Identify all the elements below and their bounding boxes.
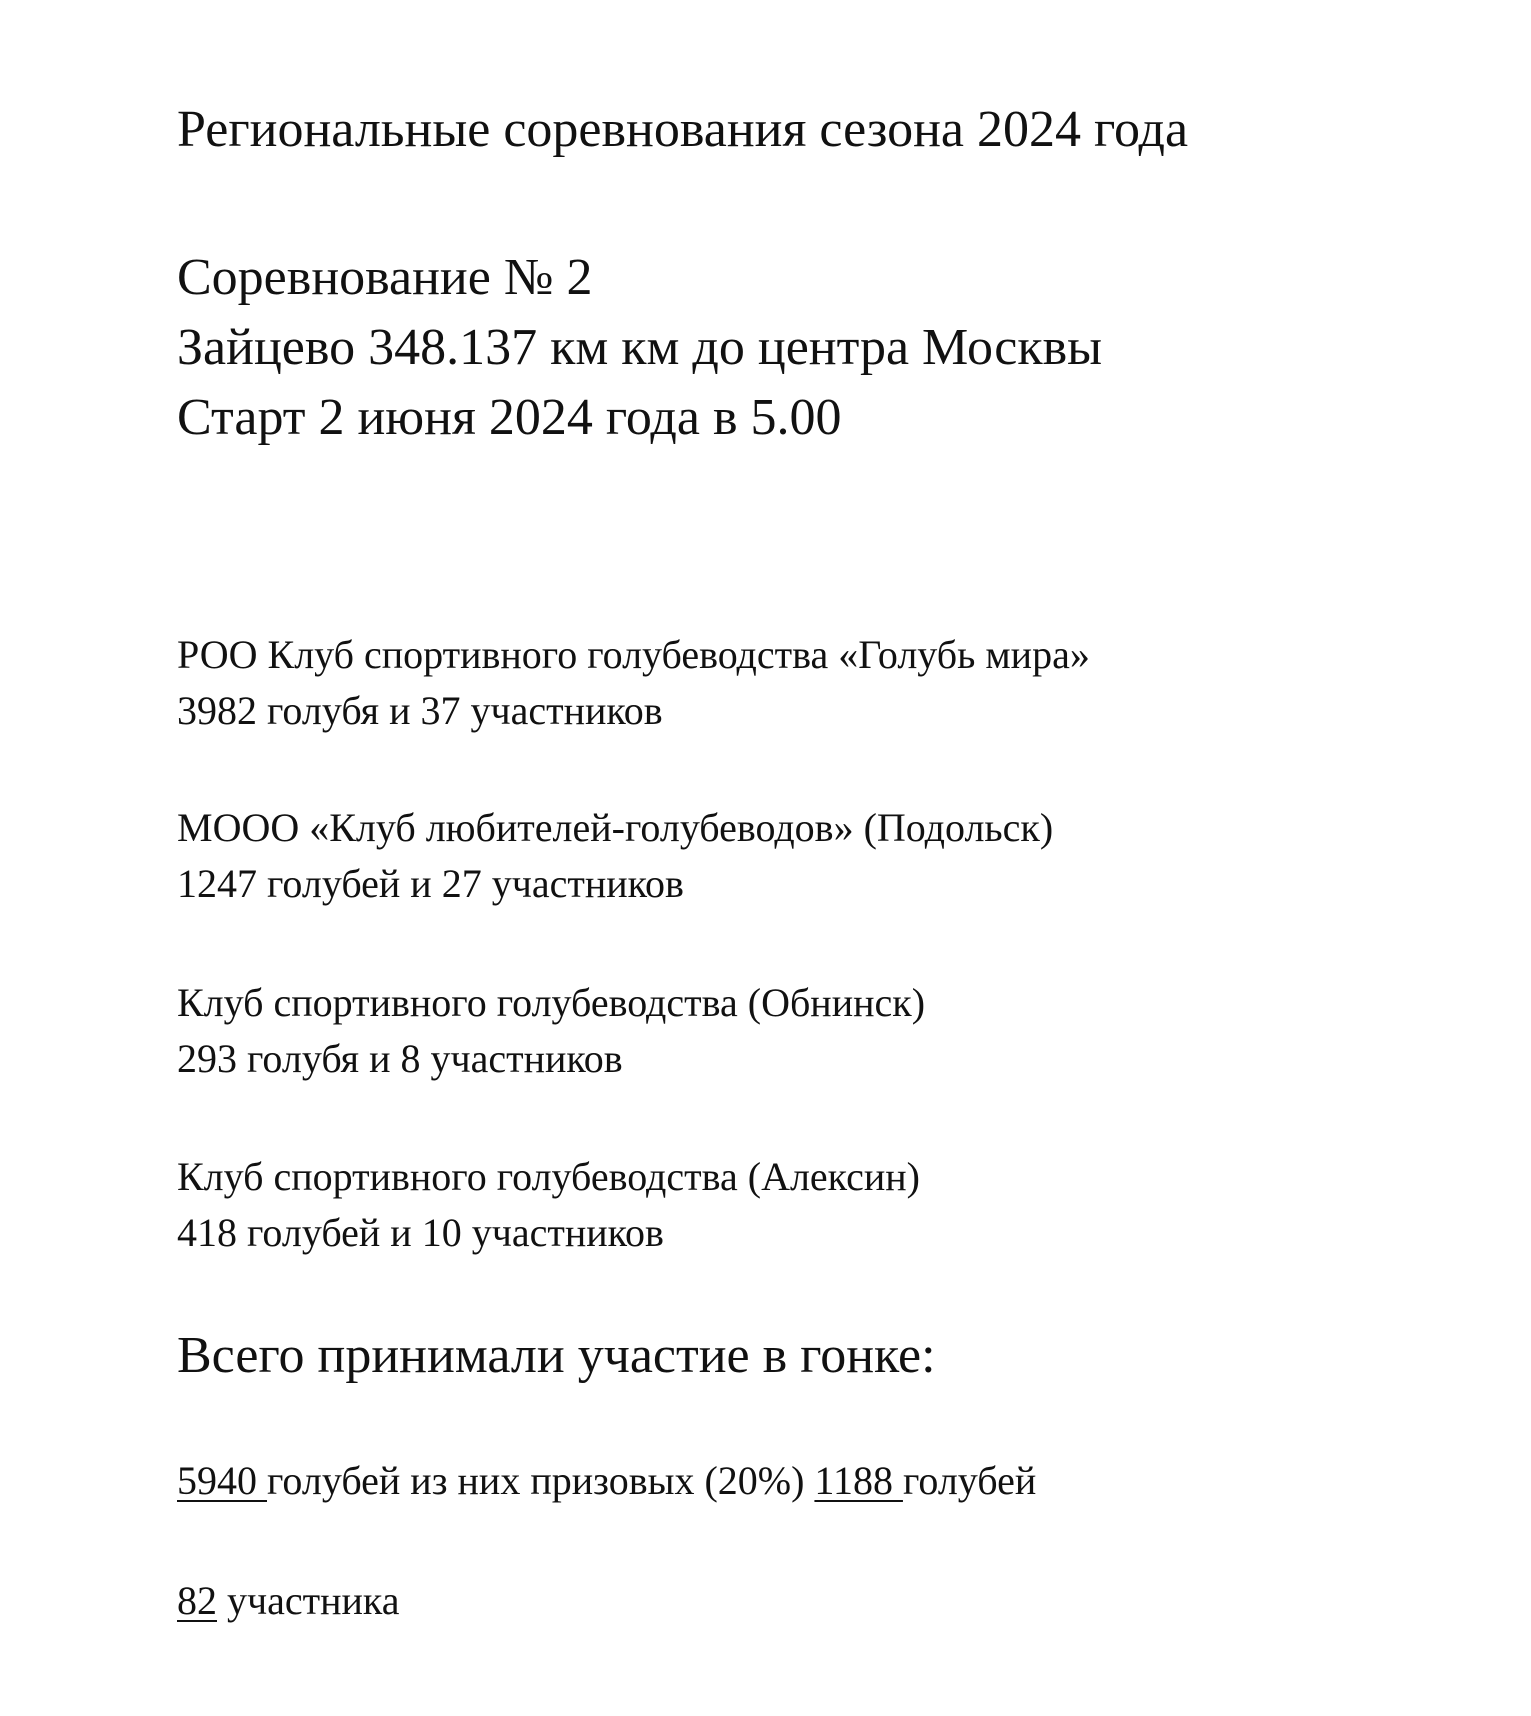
- club-stats: 1247 голубей и 27 участников: [177, 861, 684, 906]
- total-participants-count: 82: [177, 1578, 217, 1623]
- totals-heading: Всего принимали участие в гонке:: [177, 1327, 936, 1384]
- race-info: [177, 243, 1102, 453]
- club-name: МООО «Клуб любителей-голубеводов» (Подольск): [177, 805, 1054, 850]
- club-name: Клуб спортивного голубеводства (Алексин): [177, 1154, 920, 1199]
- total-birds-text: голубей из них призовых (20%): [267, 1458, 815, 1503]
- club-entry: [177, 800, 1053, 912]
- document-title: Региональные соревнования сезона 2024 года: [177, 101, 1189, 158]
- race-location: Зайцево 348.137 км км до центра Москвы: [177, 319, 1103, 376]
- race-name: Соревнование № 2: [177, 249, 593, 306]
- club-entry: [177, 1149, 920, 1261]
- club-entry: [177, 627, 1090, 739]
- total-participants-text: участника: [217, 1578, 400, 1623]
- club-stats: 418 голубей и 10 участников: [177, 1210, 664, 1255]
- totals-birds-line: [177, 1453, 1036, 1509]
- total-birds-count: 5940: [177, 1458, 267, 1503]
- prize-birds-count: 1188: [814, 1458, 903, 1503]
- prize-birds-text: голубей: [902, 1458, 1037, 1503]
- club-entry: [177, 975, 925, 1087]
- club-name: Клуб спортивного голубеводства (Обнинск): [177, 980, 926, 1025]
- club-name: РОО Клуб спортивного голубеводства «Голубь мира»: [177, 632, 1090, 677]
- totals-participants-line: [177, 1573, 400, 1629]
- club-stats: 293 голубя и 8 участников: [177, 1036, 623, 1081]
- club-stats: 3982 голубя и 37 участников: [177, 688, 663, 733]
- race-start: Старт 2 июня 2024 года в 5.00: [177, 389, 842, 446]
